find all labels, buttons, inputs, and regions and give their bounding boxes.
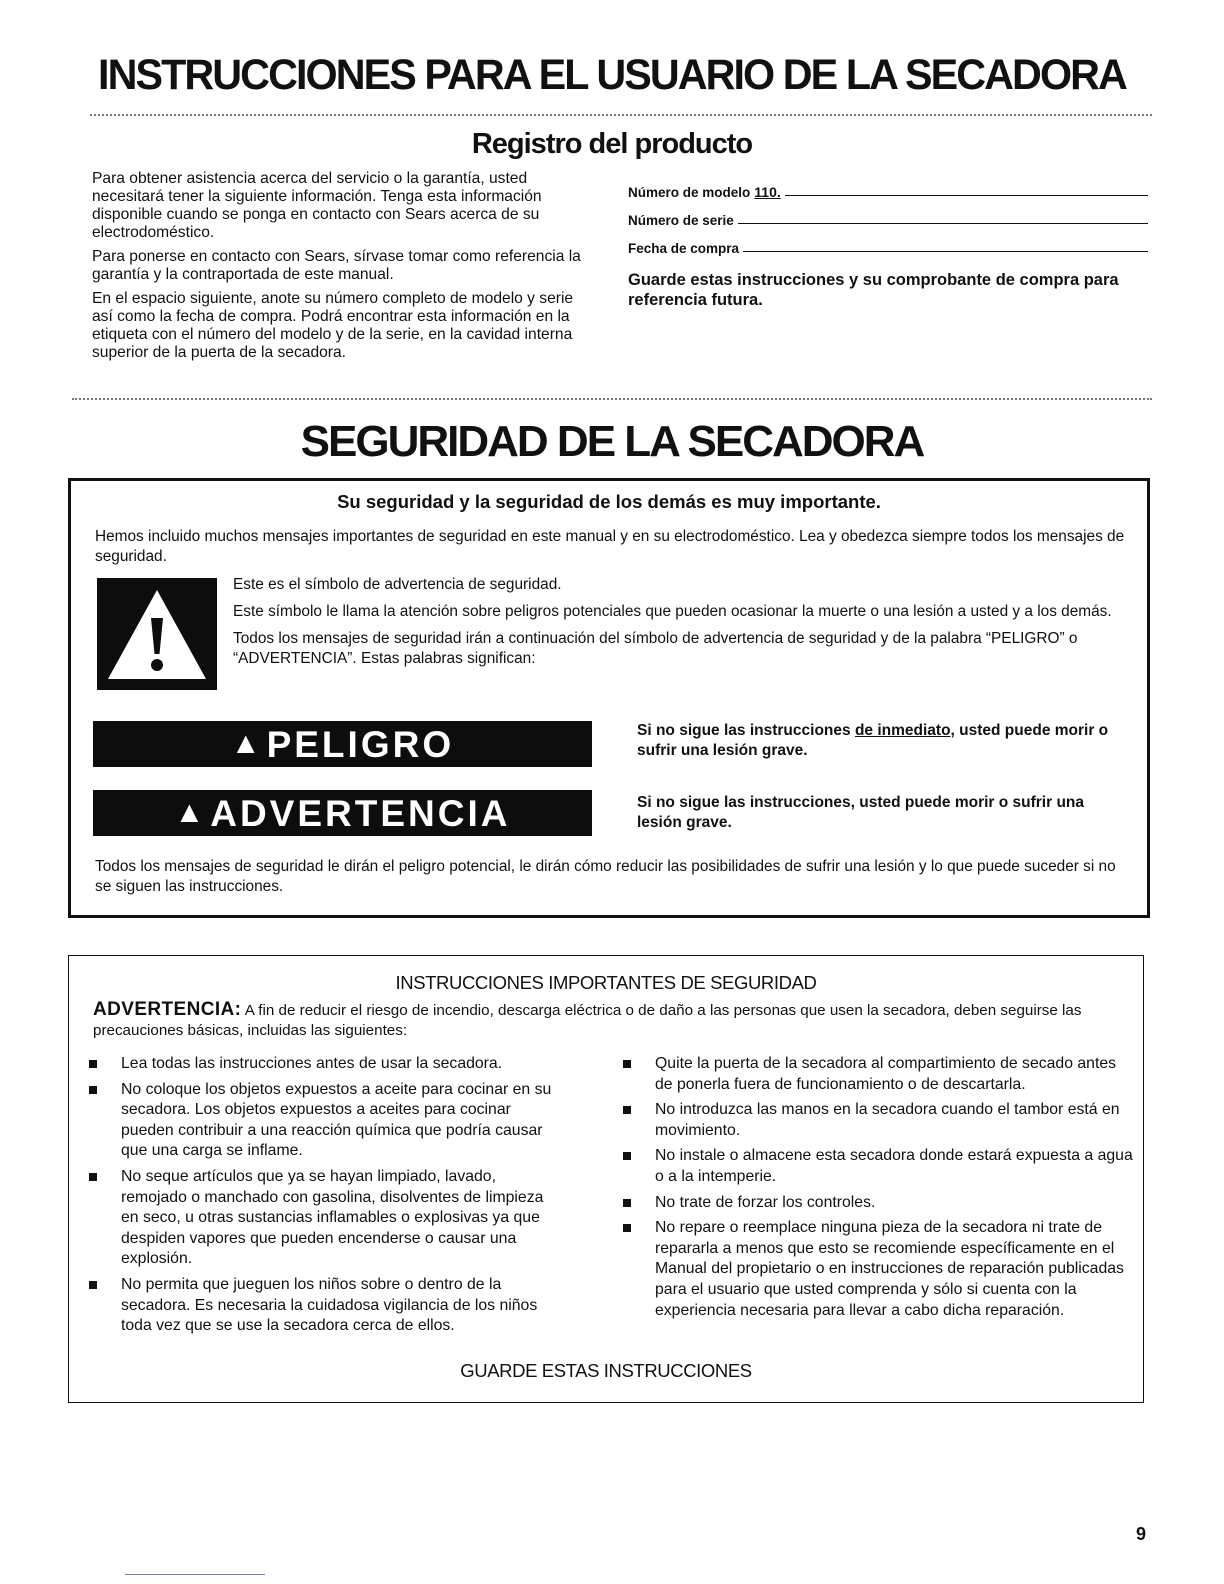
- instructions-right-column: [623, 1054, 1133, 1326]
- advertencia-banner: [93, 790, 592, 836]
- scan-artifact-line: [125, 1574, 265, 1575]
- page-title: INSTRUCCIONES PARA EL USUARIO DE LA SECADORA: [98, 51, 1126, 99]
- safety-box-heading: Su seguridad y la seguridad de los demás es muy importante.: [337, 491, 881, 512]
- safety-box: [68, 478, 1150, 918]
- field-line: [743, 251, 1148, 252]
- instructions-footer: GUARDE ESTAS INSTRUCCIONES: [460, 1360, 752, 1381]
- safety-title: SEGURIDAD DE LA SECADORA: [300, 417, 924, 466]
- list-item: Lea todas las instrucciones antes de usar la secadora.: [89, 1054, 559, 1075]
- registration-fields: [628, 172, 1148, 310]
- peligro-description: [637, 721, 1127, 761]
- warning-text: A fin de reducir el riesgo de incendio, descarga eléctrica o de daño a las personas que usen la secadora, deben seguirse las precauciones básicas, incluidas las siguientes:: [93, 1002, 1082, 1039]
- section-subtitle: Registro del producto: [471, 128, 753, 160]
- safety-box-footer: Todos los mensajes de seguridad le dirán el peligro potencial, le dirán cómo reducir las posibilidades de sufrir una lesión y lo que puede suceder si no se siguen las instrucciones.: [95, 858, 1116, 895]
- warning-word: ADVERTENCIA:: [93, 999, 242, 1020]
- divider-middle: [72, 398, 1152, 400]
- important-instructions-box: [68, 955, 1144, 1403]
- list-item: No repare o reemplace ninguna pieza de la secadora ni trate de repararla a menos que esto se recomiende específicamente en el Manual del propietario o en instrucciones de reparación publicadas para el usuario que usted comprenda y sólo si cuenta con la experiencia necesaria para llevar a cabo dicha reparación.: [623, 1218, 1133, 1321]
- instructions-intro: [93, 1000, 1123, 1041]
- peligro-desc-underline: de inmediato: [854, 722, 951, 739]
- page-number: 9: [1136, 1524, 1147, 1544]
- instructions-left-column: [89, 1054, 559, 1342]
- registration-text: [92, 170, 592, 368]
- safety-alert-icon: [97, 578, 217, 690]
- warning-triangle-icon: ▲: [174, 796, 208, 829]
- symbol-line: Todos los mensajes de seguridad irán a continuación del símbolo de advertencia de seguridad y de la palabra “PELIGRO” o “ADVERTENCIA”. Estas palabras significan:: [233, 630, 1078, 667]
- advertencia-description: Si no sigue las instrucciones, usted puede morir o sufrir una lesión grave.: [637, 794, 1085, 831]
- list-item: No seque artículos que ya se hayan limpiado, lavado, remojado o manchado con gasolina, disolventes de limpieza en seco, u otras sustancias inflamables o explosivas ya que despiden vapores que pueden encenderse o causar una explosión.: [89, 1167, 559, 1270]
- safety-intro: Hemos incluido muchos mensajes importantes de seguridad en este manual y en su electrodoméstico. Lea y obedezca siempre todos los mensajes de seguridad.: [95, 528, 1125, 565]
- list-item: No instale o almacene esta secadora donde estará expuesta a agua o a la intemperie.: [623, 1146, 1133, 1187]
- peligro-banner: [93, 721, 592, 767]
- registration-paragraph: En el espacio siguiente, anote su número completo de modelo y serie así como la fecha de compra. Podrá encontrar esta información en la etiqueta con el número del modelo y de la serie, en la cavidad interna superior de la puerta de la secadora.: [92, 290, 574, 361]
- field-label: Número de modelo: [628, 185, 751, 200]
- list-item: No trate de forzar los controles.: [623, 1193, 1133, 1214]
- divider-top: [90, 114, 1152, 116]
- field-value: 110.: [754, 184, 781, 200]
- list-item: No introduzca las manos en la secadora cuando el tambor está en movimiento.: [623, 1100, 1133, 1141]
- registration-paragraph: Para obtener asistencia acerca del servicio o la garantía, usted necesitará tener la siguiente información. Tenga esta información disponible cuando se ponga en contacto con Sears acerca de su electrodoméstico.: [92, 170, 542, 241]
- purchase-date-field[interactable]: [628, 228, 1148, 256]
- peligro-desc-part: , usted puede morir o sufrir una lesión grave.: [637, 722, 1109, 759]
- field-label: Fecha de compra: [628, 241, 740, 256]
- warning-triangle-icon: ▲: [230, 727, 264, 760]
- list-item: No coloque los objetos expuestos a aceite para cocinar en su secadora. Los objetos expuestos a aceites para cocinar pueden contribuir a una reacción química que podría causar que una carga se inflame.: [89, 1080, 559, 1162]
- list-item: Quite la puerta de la secadora al compartimiento de secado antes de ponerla fuera de funcionamiento o de descartarla.: [623, 1054, 1133, 1095]
- field-label: Número de serie: [628, 213, 734, 228]
- field-line: [785, 195, 1148, 196]
- peligro-desc-part: Si no sigue las instrucciones: [637, 722, 855, 739]
- registration-paragraph: Para ponerse en contacto con Sears, sírvase tomar como referencia la garantía y la contraportada de este manual.: [92, 248, 581, 283]
- field-line: [738, 223, 1148, 224]
- model-number-field[interactable]: [628, 172, 1148, 200]
- instructions-heading: INSTRUCCIONES IMPORTANTES DE SEGURIDAD: [395, 972, 817, 993]
- symbol-line: Este símbolo le llama la atención sobre peligros potenciales que pueden ocasionar la muerte o una lesión a usted y a los demás.: [233, 603, 1112, 620]
- list-item: No permita que jueguen los niños sobre o dentro de la secadora. Es necesaria la cuidadosa vigilancia de los niños toda vez que se use la secadora cerca de ellos.: [89, 1275, 559, 1337]
- symbol-explanation: [233, 575, 1133, 676]
- peligro-label: PELIGRO: [266, 723, 455, 765]
- serial-number-field[interactable]: [628, 200, 1148, 228]
- keep-instructions-note: Guarde estas instrucciones y su comprobante de compra para referencia futura.: [628, 271, 1119, 309]
- advertencia-label: ADVERTENCIA: [210, 792, 511, 834]
- symbol-line: Este es el símbolo de advertencia de seguridad.: [233, 576, 562, 593]
